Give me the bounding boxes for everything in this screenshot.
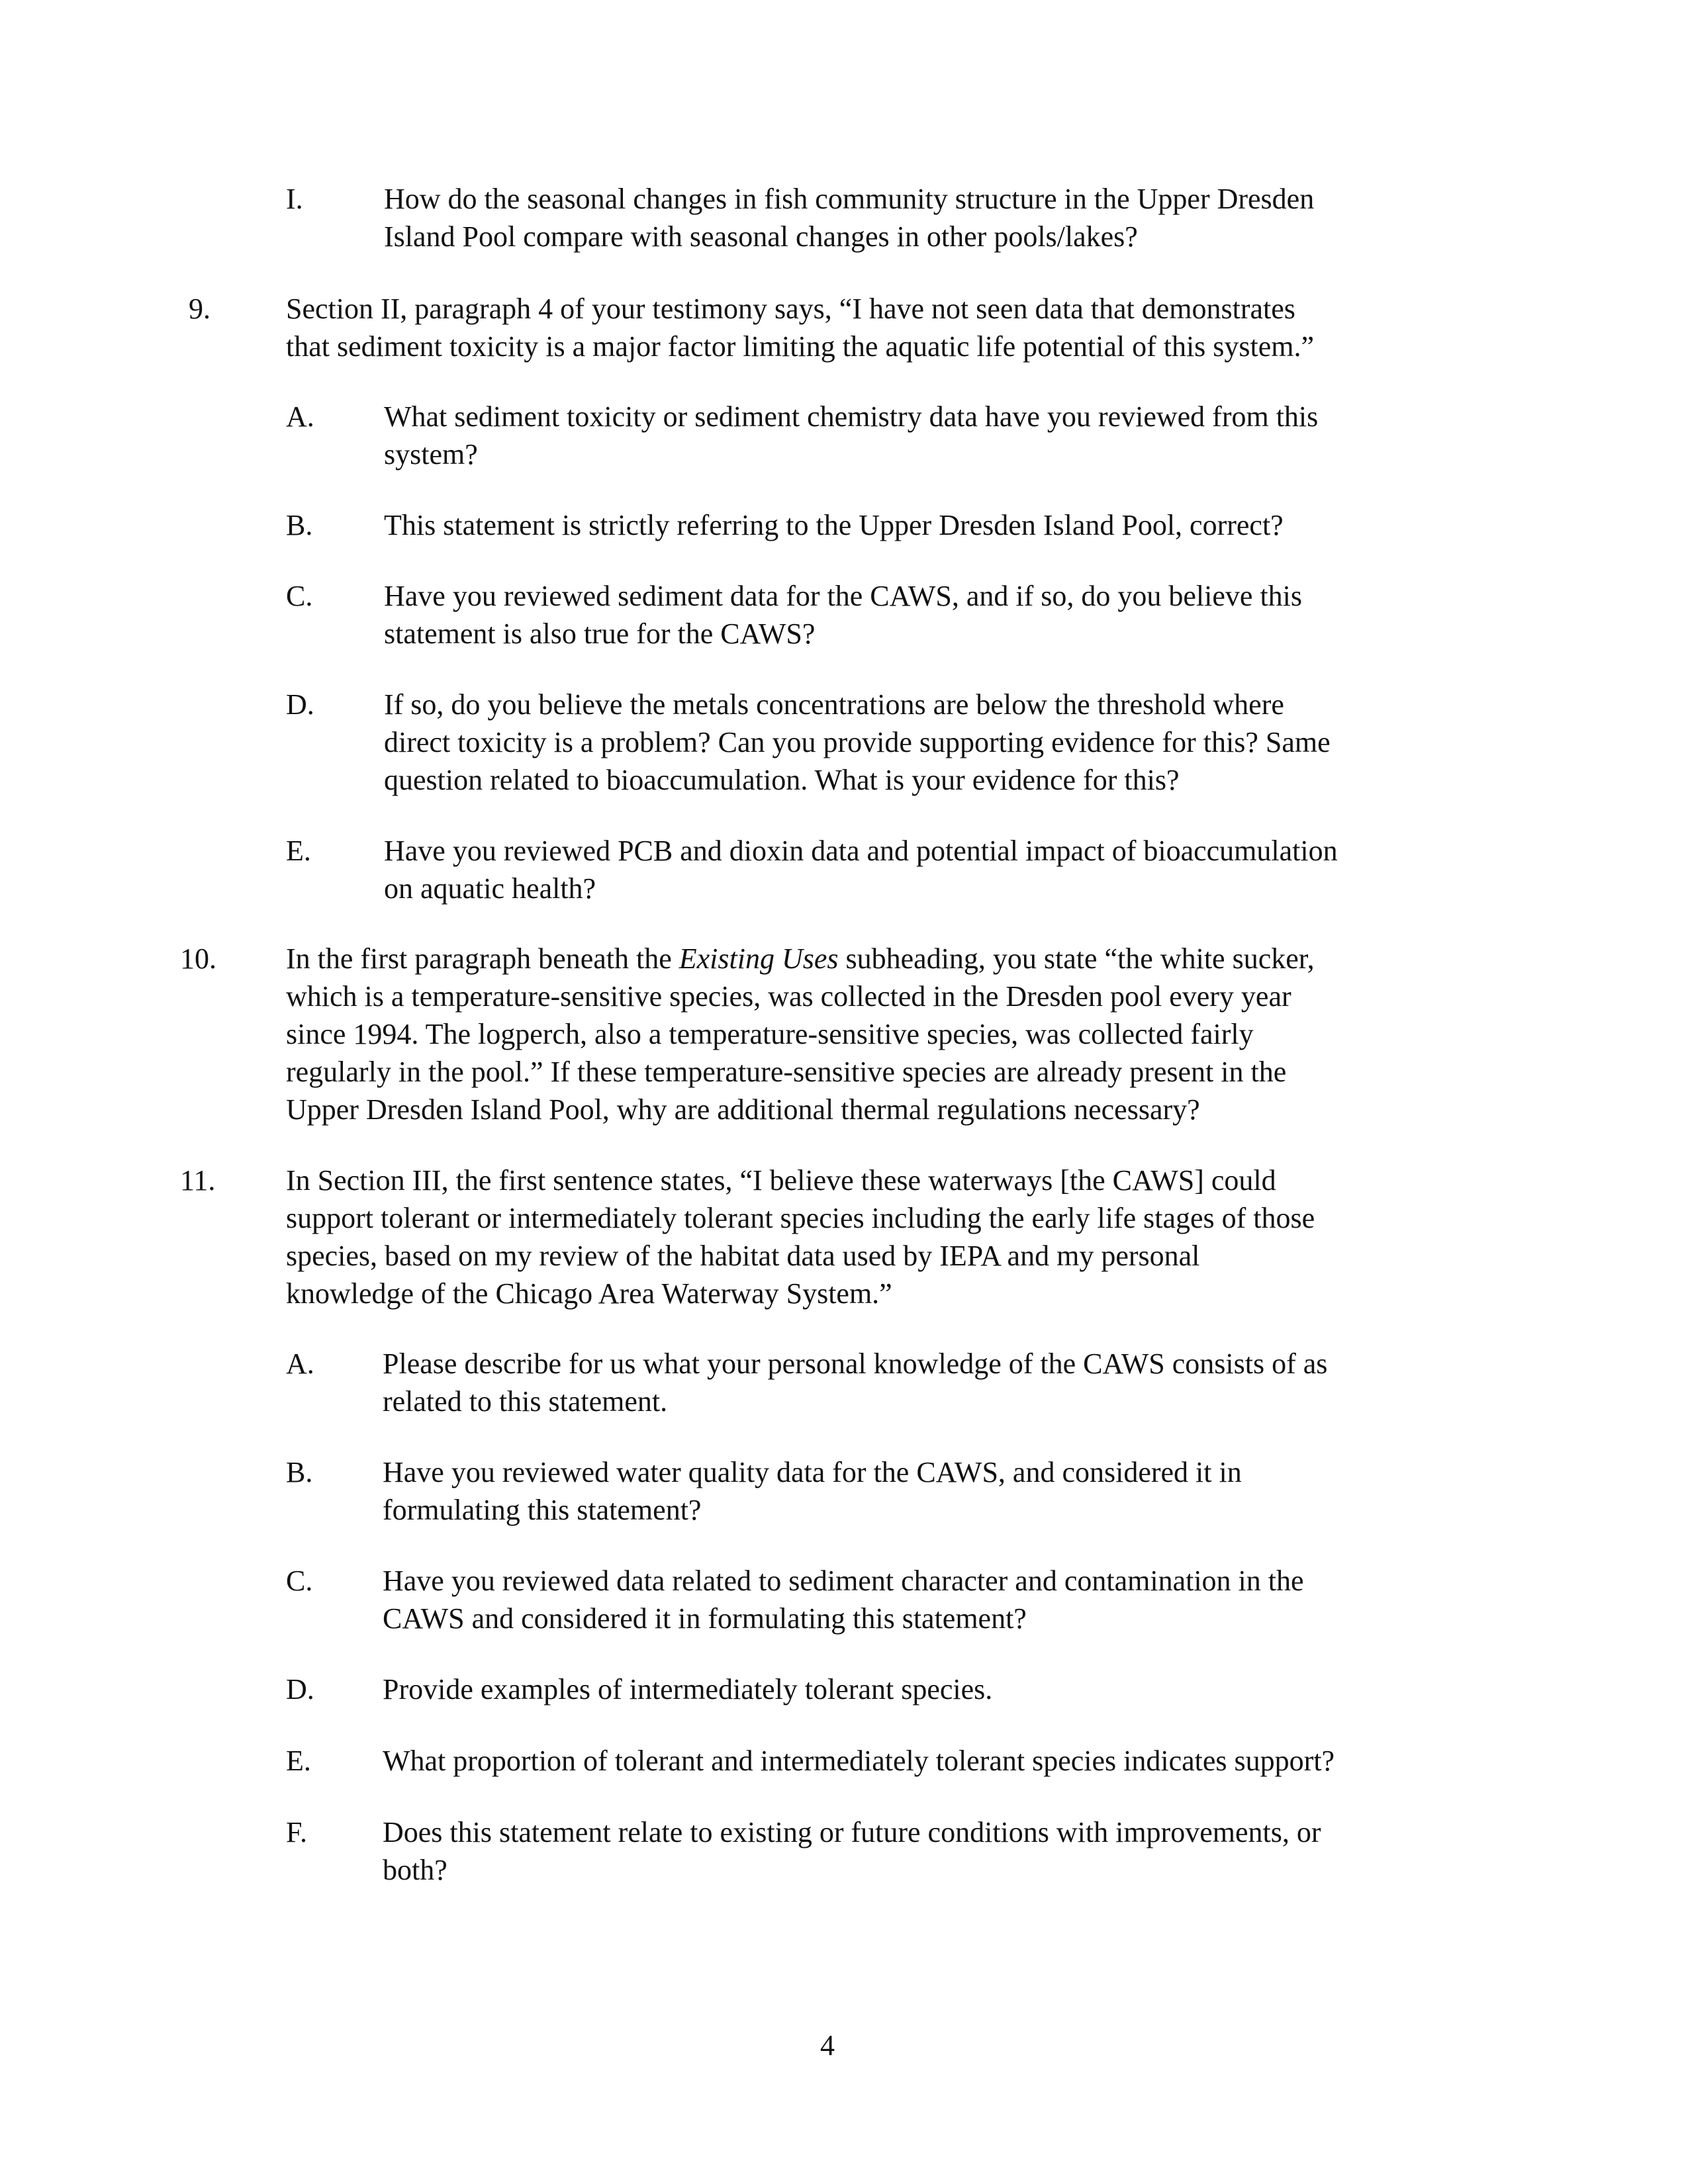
paragraph-line: system? [384, 438, 478, 471]
paragraph-line: Have you reviewed PCB and dioxin data and potential impact of bioaccumulation [384, 835, 1338, 867]
line-text: subheading, you state “the white sucker, [838, 942, 1315, 975]
paragraph-line: that sediment toxicity is a major factor limiting the aquatic life potential of this system.” [286, 330, 1315, 363]
question-number: 10. [180, 942, 216, 975]
sub-question-marker: C. [286, 580, 313, 612]
paragraph-line: statement is also true for the CAWS? [384, 617, 816, 650]
paragraph-line: Have you reviewed water quality data for the CAWS, and considered it in [383, 1456, 1242, 1488]
paragraph-line: regularly in the pool.” If these temperature-sensitive species are already present in the [286, 1056, 1287, 1088]
paragraph-line: What proportion of tolerant and intermediately tolerant species indicates support? [383, 1745, 1335, 1777]
paragraph-line: which is a temperature-sensitive species, was collected in the Dresden pool every year [286, 980, 1291, 1013]
paragraph-line [286, 940, 1315, 978]
paragraph-line: What sediment toxicity or sediment chemistry data have you reviewed from this [384, 400, 1319, 433]
paragraph-line: since 1994. The logperch, also a temperature-sensitive species, was collected fairly [286, 1018, 1254, 1050]
paragraph-line: If so, do you believe the metals concentrations are below the threshold where [384, 688, 1284, 721]
paragraph-line: direct toxicity is a problem? Can you provide supporting evidence for this? Same [384, 726, 1331, 758]
paragraph-line: Have you reviewed sediment data for the CAWS, and if so, do you believe this [384, 580, 1303, 612]
italic-term: Existing Uses [679, 942, 839, 975]
paragraph-line: How do the seasonal changes in fish community structure in the Upper Dresden [384, 183, 1315, 215]
sub-question-marker: A. [286, 400, 314, 433]
line-text: In the first paragraph beneath the [286, 942, 679, 975]
paragraph-line: Upper Dresden Island Pool, why are additional thermal regulations necessary? [286, 1093, 1200, 1126]
question-number: 11. [180, 1164, 216, 1197]
sub-question-marker: E. [286, 1745, 311, 1777]
sub-question-marker: F. [286, 1816, 307, 1848]
sub-question-marker: D. [286, 1673, 314, 1706]
sub-question-marker: D. [286, 688, 314, 721]
sub-question-marker: C. [286, 1565, 313, 1597]
paragraph-line: CAWS and considered it in formulating this statement? [383, 1602, 1027, 1635]
paragraph-line: related to this statement. [383, 1385, 668, 1418]
sub-question-marker: A. [286, 1347, 314, 1380]
paragraph-line: Does this statement relate to existing or future conditions with improvements, or [383, 1816, 1321, 1848]
paragraph-line: Please describe for us what your personal knowledge of the CAWS consists of as [383, 1347, 1328, 1380]
paragraph-line: question related to bioaccumulation. What is your evidence for this? [384, 764, 1180, 796]
sub-question-marker: B. [286, 509, 313, 541]
paragraph-line: knowledge of the Chicago Area Waterway System.” [286, 1277, 892, 1310]
paragraph-line: formulating this statement? [383, 1494, 702, 1526]
page-number: 4 [820, 2029, 835, 2062]
paragraph-line: support tolerant or intermediately tolerant species including the early life stages of those [286, 1202, 1315, 1234]
paragraph-line: In Section III, the first sentence states, “I believe these waterways [the CAWS] could [286, 1164, 1276, 1197]
sub-question-marker: B. [286, 1456, 313, 1488]
paragraph-line: Island Pool compare with seasonal changes in other pools/lakes? [384, 220, 1138, 253]
question-number: 9. [189, 293, 211, 325]
paragraph-line: Section II, paragraph 4 of your testimony says, “I have not seen data that demonstrates [286, 293, 1295, 325]
paragraph-line: species, based on my review of the habitat data used by IEPA and my personal [286, 1240, 1200, 1272]
paragraph-line: on aquatic health? [384, 872, 596, 905]
paragraph-line: both? [383, 1854, 447, 1886]
sub-question-marker: E. [286, 835, 311, 867]
paragraph-line: Provide examples of intermediately tolerant species. [383, 1673, 993, 1706]
paragraph-line: Have you reviewed data related to sediment character and contamination in the [383, 1565, 1304, 1597]
item-marker: I. [286, 183, 303, 215]
paragraph-line: This statement is strictly referring to the Upper Dresden Island Pool, correct? [384, 509, 1284, 541]
